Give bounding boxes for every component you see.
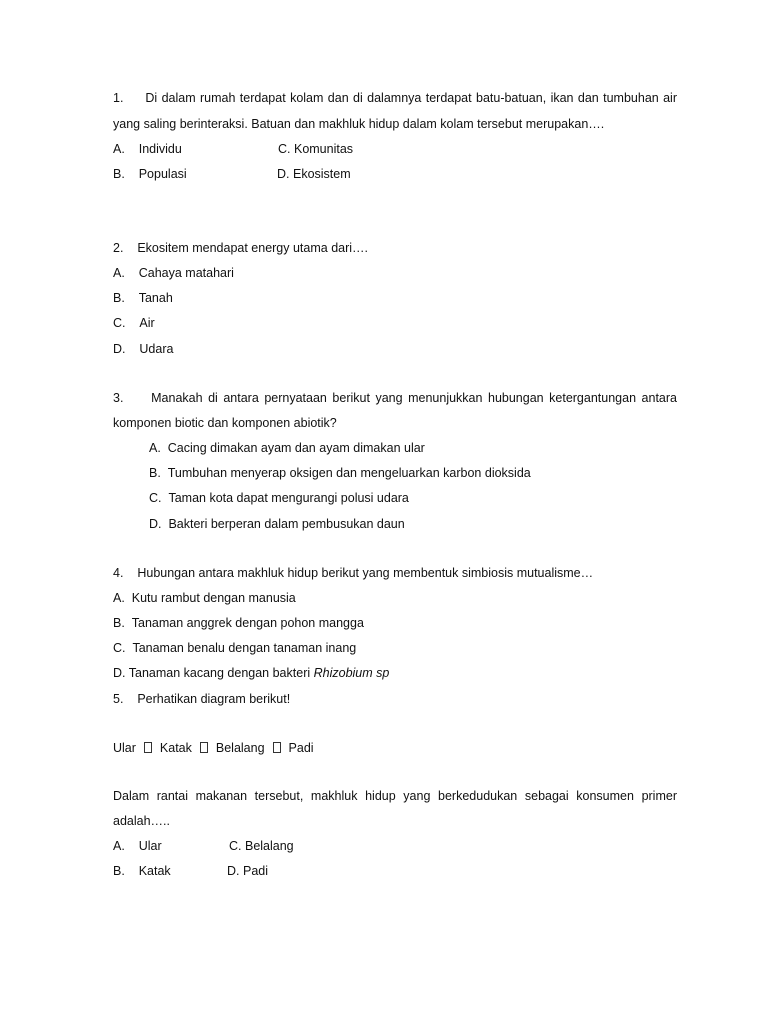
arrow-glyph-icon <box>144 742 152 753</box>
chain-item-ular: Ular <box>113 741 136 755</box>
q3-option-d[interactable]: D. Bakteri berperan dalam pembusukan daun <box>149 517 405 531</box>
q3-option-c[interactable]: C. Taman kota dapat mengurangi polusi udara <box>149 491 409 505</box>
q5-option-b[interactable]: B. Katak <box>113 864 171 878</box>
q1-line2: yang saling berinteraksi. Batuan dan makhluk hidup dalam kolam tersebut merupakan…. <box>113 117 605 131</box>
q5-stem1: Dalam rantai makanan tersebut, makhluk hidup yang berkedudukan sebagai konsumen primer <box>113 789 677 803</box>
chain-item-padi: Padi <box>288 741 314 755</box>
q4-option-c[interactable]: C. Tanaman benalu dengan tanaman inang <box>113 641 357 655</box>
q3-line2: komponen biotic dan komponen abiotik? <box>113 416 337 430</box>
q1-line1: 1. Di dalam rumah terdapat kolam dan di dalamnya terdapat batu-batuan, ikan dan tumbuhan air <box>113 91 677 105</box>
q2-option-a[interactable]: A. Cahaya matahari <box>113 266 234 280</box>
arrow-glyph-icon <box>200 742 208 753</box>
q4-option-b[interactable]: B. Tanaman anggrek dengan pohon mangga <box>113 616 364 630</box>
food-chain-diagram <box>113 740 314 756</box>
q3-line1: 3. Manakah di antara pernyataan berikut yang menunjukkan hubungan ketergantungan antara <box>113 391 677 405</box>
q1-option-a[interactable]: A. Individu <box>113 142 182 156</box>
chain-item-katak: Katak <box>159 741 192 755</box>
q1-option-d[interactable]: D. Ekosistem <box>277 167 351 181</box>
q1-option-b[interactable]: B. Populasi <box>113 167 187 181</box>
q4-option-a[interactable]: A. Kutu rambut dengan manusia <box>113 591 296 605</box>
q4-option-d-italic: Rhizobium sp <box>313 666 390 680</box>
q2-option-b[interactable]: B. Tanah <box>113 291 173 305</box>
q3-option-a[interactable]: A. Cacing dimakan ayam dan ayam dimakan ular <box>149 441 425 455</box>
q2-line1: 2. Ekositem mendapat energy utama dari…. <box>113 241 369 255</box>
q5-option-d[interactable]: D. Padi <box>227 864 269 878</box>
q5-option-a[interactable]: A. Ular <box>113 839 162 853</box>
q1-option-c[interactable]: C. Komunitas <box>278 142 354 156</box>
q5-stem2: adalah….. <box>113 814 170 828</box>
q3-option-b[interactable]: B. Tumbuhan menyerap oksigen dan mengeluarkan karbon dioksida <box>149 466 531 480</box>
chain-item-belalang: Belalang <box>215 741 265 755</box>
arrow-glyph-icon <box>273 742 281 753</box>
q2-option-d[interactable]: D. Udara <box>113 342 174 356</box>
q4-option-d[interactable]: D. Tanaman kacang dengan bakteri Rhizobium sp <box>113 666 390 680</box>
q2-option-c[interactable]: C. Air <box>113 316 155 330</box>
q4-line1: 4. Hubungan antara makhluk hidup berikut yang membentuk simbiosis mutualisme… <box>113 566 594 580</box>
q5-option-c[interactable]: C. Belalang <box>229 839 294 853</box>
q5-line1: 5. Perhatikan diagram berikut! <box>113 692 291 706</box>
